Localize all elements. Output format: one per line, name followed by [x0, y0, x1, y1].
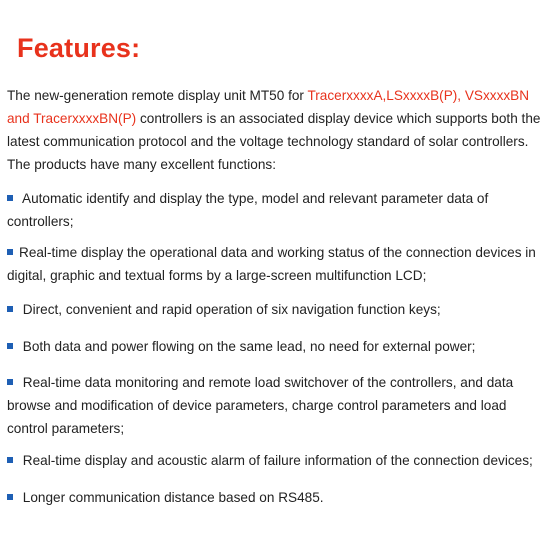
square-bullet-icon	[7, 457, 13, 463]
intro-paragraph	[7, 84, 547, 176]
square-bullet-icon	[7, 379, 13, 385]
square-bullet-icon	[7, 195, 13, 201]
square-bullet-icon	[7, 343, 13, 349]
feature-item-navigation-keys	[7, 298, 547, 321]
feature-text: Longer communication distance based on RS485.	[19, 490, 324, 505]
intro-model-list: TracerxxxxA,LSxxxxB(P), VSxxxxBN and TracerxxxxBN(P)	[7, 88, 530, 126]
feature-text: Real-time display the operational data and working status of the connection devices in digital, graphic and textual forms by a large-screen multifunction LCD;	[7, 245, 536, 283]
square-bullet-icon	[7, 494, 13, 500]
feature-item-remote-monitoring	[7, 371, 547, 440]
intro-text-end: controllers is an associated display device which supports both the latest communication protocol and the voltage technology standard of solar controllers. The products have many excellent functions:	[7, 111, 541, 172]
page-title: Features:	[17, 33, 141, 63]
intro-text-start: The new-generation remote display unit MT50 for	[7, 88, 308, 103]
feature-item-auto-identify	[7, 187, 547, 233]
feature-item-realtime-display	[7, 241, 547, 287]
feature-item-rs485-distance	[7, 486, 547, 509]
feature-text: Direct, convenient and rapid operation of six navigation function keys;	[19, 302, 441, 317]
square-bullet-icon	[7, 249, 13, 255]
feature-text: Automatic identify and display the type, model and relevant parameter data of controllers;	[7, 191, 489, 229]
feature-item-failure-alarm	[7, 449, 547, 472]
feature-text: Real-time display and acoustic alarm of failure information of the connection devices;	[19, 453, 533, 468]
feature-text: Real-time data monitoring and remote load switchover of the controllers, and data browse and modification of device parameters, charge control parameters and load control parameters;	[7, 375, 514, 436]
feature-text: Both data and power flowing on the same lead, no need for external power;	[19, 339, 476, 354]
square-bullet-icon	[7, 306, 13, 312]
feature-item-single-lead	[7, 335, 547, 358]
